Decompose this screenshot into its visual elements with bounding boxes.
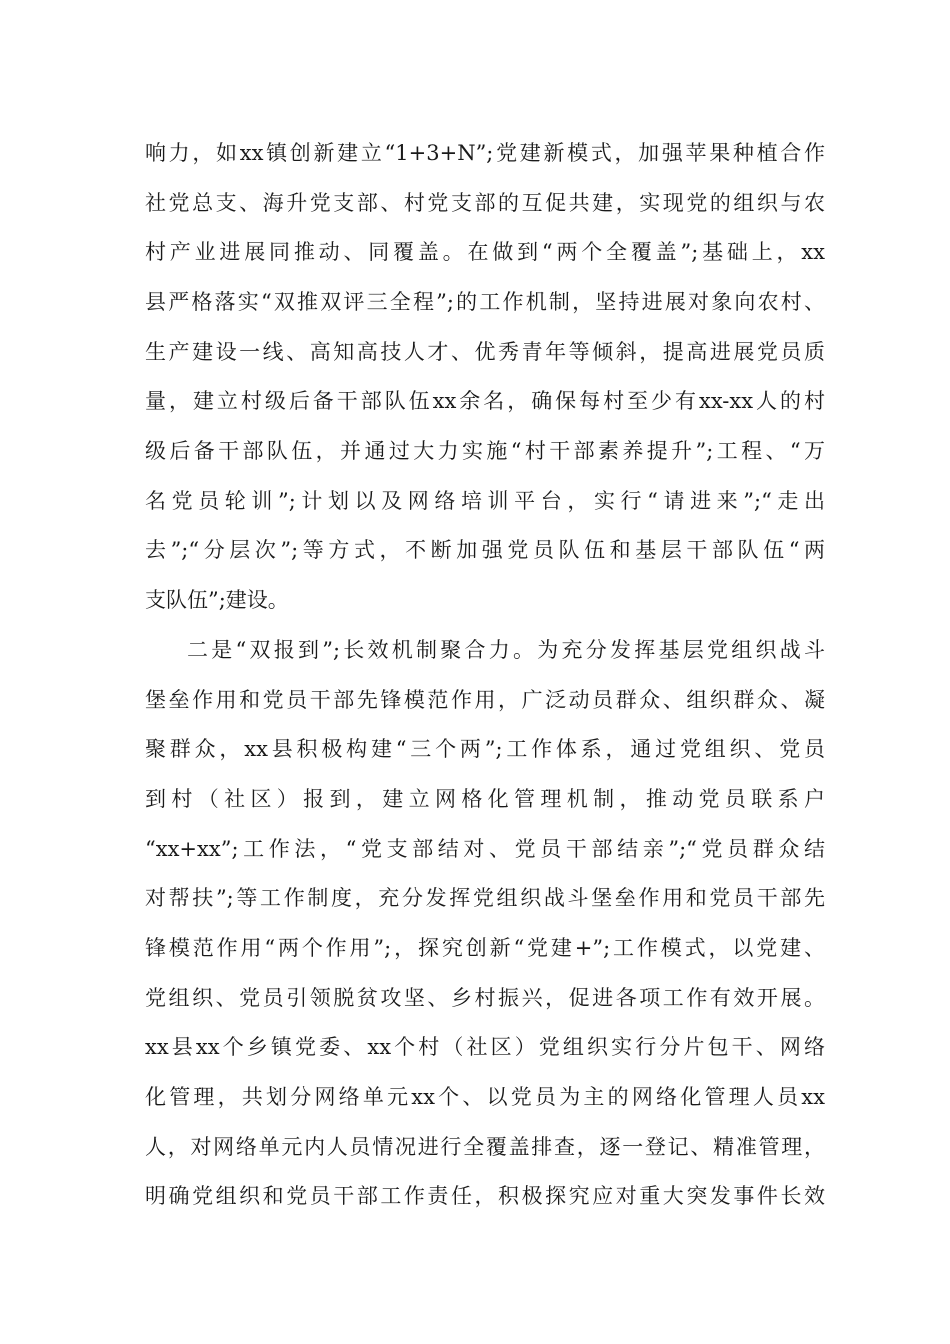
text-line: 对帮扶”;等工作制度，充分发挥党组织战斗堡垒作用和党员干部先	[145, 886, 825, 910]
text-line: 明确党组织和党员干部工作责任，积极探究应对重大突发事件长效	[145, 1184, 825, 1208]
text-line: 人，对网络单元内人员情况进行全覆盖排查，逐一登记、精准管理，	[145, 1135, 825, 1159]
text-line: 名党员轮训”;计划以及网络培训平台，实行“请进来”;“走出	[145, 489, 825, 513]
text-line: 响力，如xx镇创新建立“1+3+N”;党建新模式，加强苹果种植合作	[145, 141, 825, 165]
text-line: 堡垒作用和党员干部先锋模范作用，广泛动员群众、组织群众、凝	[145, 688, 825, 712]
text-line: 级后备干部队伍，并通过大力实施“村干部素养提升”;工程、“万	[145, 439, 825, 463]
text-line: xx县xx个乡镇党委、xx个村（社区）党组织实行分片包干、网络	[145, 1035, 825, 1059]
text-line: 生产建设一线、高知高技人才、优秀青年等倾斜，提高进展党员质	[145, 340, 825, 364]
paragraph-end-line: 支队伍”;建设。	[145, 588, 289, 612]
text-line: 党组织、党员引领脱贫攻坚、乡村振兴，促进各项工作有效开展。	[145, 986, 825, 1010]
text-line: 去”;“分层次”;等方式，不断加强党员队伍和基层干部队伍“两	[145, 538, 825, 562]
text-line: 量，建立村级后备干部队伍xx余名，确保每村至少有xx-xx人的村	[145, 389, 825, 413]
text-line: 县严格落实“双推双评三全程”;的工作机制，坚持进展对象向农村、	[145, 290, 825, 314]
text-line: 聚群众，xx县积极构建“三个两”;工作体系，通过党组织、党员	[145, 737, 825, 761]
text-line: 锋模范作用“两个作用”;，探究创新“党建+”;工作模式，以党建、	[145, 936, 825, 960]
text-line: “xx+xx”;工作法，“党支部结对、党员干部结亲”;“党员群众结	[145, 837, 825, 861]
text-line: 村产业进展同推动、同覆盖。在做到“两个全覆盖”;基础上，xx	[145, 240, 825, 264]
text-line: 到村（社区）报到，建立网格化管理机制，推动党员联系户	[145, 787, 825, 811]
text-line: 社党总支、海升党支部、村党支部的互促共建，实现党的组织与农	[145, 191, 825, 215]
text-line: 化管理，共划分网络单元xx个、以党员为主的网络化管理人员xx	[145, 1085, 825, 1109]
paragraph-first-line: 二是“双报到”;长效机制聚合力。为充分发挥基层党组织战斗	[187, 638, 825, 662]
